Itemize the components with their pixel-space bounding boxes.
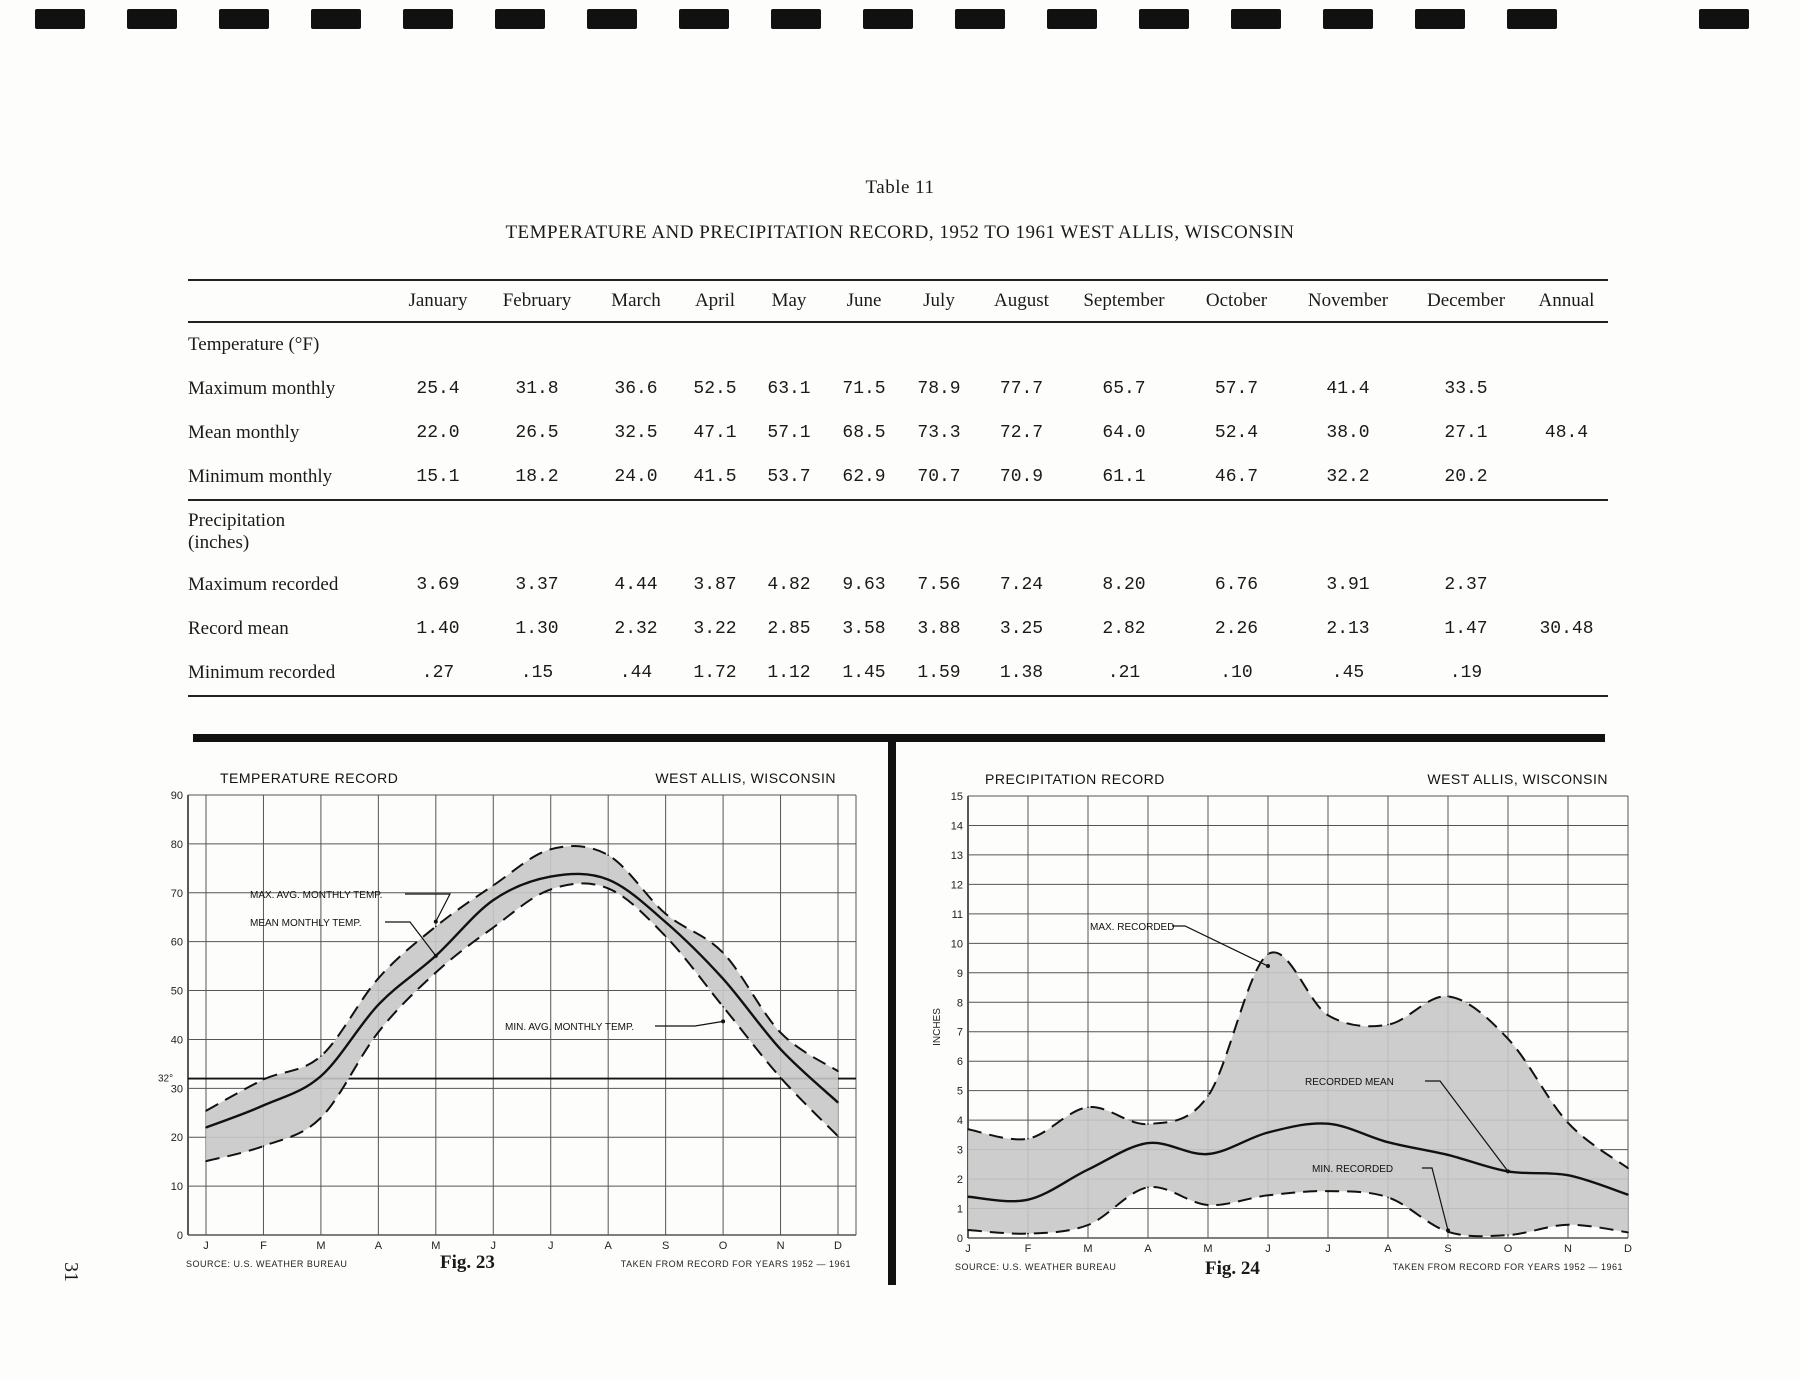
data-point (1627, 1232, 1629, 1234)
data-point (1447, 996, 1449, 998)
x-tick-label: J (965, 1243, 971, 1255)
data-point (780, 1048, 782, 1050)
table-cell: 41.5 (693, 467, 737, 487)
table-cell: 3.58 (842, 619, 886, 639)
leader-arrow-head (1506, 1169, 1510, 1173)
chart-note: TAKEN FROM RECORD FOR YEARS 1952 — 1961 (620, 1259, 851, 1269)
horizontal-rule (193, 734, 1605, 742)
x-tick-label: A (1144, 1243, 1152, 1255)
table-cell: 25.4 (416, 379, 460, 399)
section-label-temperature: Temperature (°F) (188, 334, 320, 355)
data-point (1267, 1194, 1269, 1196)
y-tick-label: 0 (176, 1230, 183, 1242)
x-tick-label: J (1325, 1243, 1331, 1255)
y-tick-label: 60 (170, 936, 183, 949)
table-number: Table 11 (865, 177, 935, 198)
table-row (188, 411, 1608, 455)
data-point (378, 1031, 380, 1033)
x-tick-label: J (1265, 1243, 1271, 1255)
table-cell: 48.4 (1544, 423, 1589, 443)
header-cell: August (979, 280, 1064, 322)
data-point (780, 1032, 782, 1034)
y-tick-label: 14 (950, 820, 963, 833)
table-cell: 3.37 (515, 575, 559, 595)
data-point (1507, 1038, 1509, 1040)
table-cell: 1.30 (515, 619, 559, 639)
leader-arrow-head (1266, 964, 1270, 968)
table-cell: 62.9 (842, 467, 886, 487)
data-point (205, 1110, 207, 1112)
data-point (1627, 1194, 1629, 1196)
table-cell: 2.82 (1102, 619, 1146, 639)
data-point (1627, 1167, 1629, 1169)
table-cell: 57.7 (1214, 379, 1259, 399)
table-cell: .45 (1289, 651, 1407, 696)
series-leader-line (405, 894, 450, 922)
leader-arrow-head (721, 1019, 725, 1023)
data-point (435, 926, 437, 928)
x-tick-label: O (718, 1240, 728, 1252)
data-point (492, 885, 494, 887)
table-cell: 3.69 (416, 575, 460, 595)
section-label-line: (inches) (188, 532, 250, 553)
table-cell: 31.8 (515, 379, 559, 399)
table-cell: 1.47 (1444, 619, 1488, 639)
data-point (492, 927, 494, 929)
data-point (1207, 1153, 1209, 1155)
header-cell: March (591, 280, 681, 322)
data-point (1387, 1197, 1389, 1199)
header-cell: April (681, 280, 749, 322)
x-tick-label: M (1083, 1243, 1093, 1255)
punch-hole (495, 9, 545, 29)
x-tick-label: M (431, 1240, 441, 1252)
data-point (378, 1004, 380, 1006)
table-cell: 24.0 (614, 467, 658, 487)
data-point (780, 1077, 782, 1079)
figure-caption: Fig. 24 (1205, 1258, 1260, 1279)
data-point (320, 1075, 322, 1077)
data-point (492, 899, 494, 901)
data-point (263, 1145, 265, 1147)
chart-title: PRECIPITATION RECORD (985, 771, 1165, 787)
data-point (665, 913, 667, 915)
table-cell: 9.63 (842, 575, 886, 595)
x-tick-label: M (316, 1240, 326, 1252)
y-tick-label: 12 (950, 879, 963, 892)
data-point (607, 888, 609, 890)
leader-arrow-head (434, 920, 438, 924)
data-point (607, 879, 609, 881)
data-point (1387, 1024, 1389, 1026)
table-cell (1525, 367, 1608, 411)
data-point (1087, 1169, 1089, 1171)
table-cell: 64.0 (1102, 423, 1146, 443)
table-cell: 7.56 (917, 575, 961, 595)
table-cell: 53.7 (767, 467, 811, 487)
table-cell: 1.72 (681, 651, 749, 696)
table-cell: .19 (1407, 651, 1525, 696)
y-tick-label: 30 (170, 1083, 183, 1096)
x-tick-label: J (490, 1240, 497, 1252)
table-cell: 4.44 (614, 575, 658, 595)
header-cell: June (829, 280, 899, 322)
table-cell: 32.2 (1326, 467, 1370, 487)
data-point (1147, 1142, 1149, 1144)
table-row (188, 367, 1608, 411)
y-tick-label: 0 (956, 1233, 963, 1245)
data-point (1327, 1190, 1329, 1192)
reference-line-label: 32° (158, 1073, 174, 1085)
table-cell: 36.6 (614, 379, 658, 399)
data-point (550, 848, 552, 850)
row-label: Minimum monthly (188, 466, 333, 487)
data-point (1567, 1174, 1569, 1176)
header-cell: Annual (1525, 280, 1608, 322)
table-cell: 3.25 (999, 619, 1044, 639)
section-label-precipitation (188, 500, 1608, 563)
data-point (1567, 1224, 1569, 1226)
punch-hole (127, 9, 177, 29)
y-tick-label: 70 (170, 887, 183, 900)
data-point (607, 854, 609, 856)
punch-hole (1231, 9, 1281, 29)
y-tick-label: 1 (956, 1203, 963, 1216)
table-cell: .21 (1064, 651, 1184, 696)
header-cell: July (899, 280, 979, 322)
table-cell (1525, 563, 1608, 607)
punch-hole (1139, 9, 1189, 29)
y-tick-label: 9 (956, 967, 963, 980)
x-tick-label: S (1444, 1243, 1452, 1255)
y-tick-label: 5 (956, 1085, 963, 1098)
header-cell: December (1407, 280, 1525, 322)
data-point (1567, 1122, 1569, 1124)
header-cell: September (1064, 280, 1184, 322)
data-point (1027, 1199, 1029, 1201)
data-point (550, 876, 552, 878)
punch-hole (679, 9, 729, 29)
table-cell: 72.7 (999, 423, 1044, 443)
table-cell: 30.48 (1539, 619, 1594, 639)
chart-subtitle: WEST ALLIS, WISCONSIN (1427, 771, 1608, 787)
table-cell: 3.22 (693, 619, 737, 639)
series-label: MAX. AVG. MONTHLY TEMP. (250, 890, 383, 901)
y-tick-label: 80 (170, 838, 183, 851)
table-cell: 7.24 (999, 575, 1044, 595)
y-tick-label: 40 (170, 1034, 183, 1047)
vertical-rule (888, 740, 896, 1285)
table-cell: 3.87 (693, 575, 737, 595)
table-cell: 47.1 (693, 423, 737, 443)
data-point (263, 1105, 265, 1107)
table-cell: 22.0 (416, 423, 460, 443)
leader-arrow-head (1446, 1228, 1450, 1232)
data-point (967, 1229, 969, 1231)
table-cell: .15 (483, 651, 591, 696)
table-cell: 68.5 (842, 423, 886, 443)
data-point (665, 935, 667, 937)
data-point (1087, 1224, 1089, 1226)
data-point (722, 952, 724, 954)
leader-arrow-head (434, 954, 438, 958)
data-point (1207, 1204, 1209, 1206)
y-tick-label: 6 (956, 1056, 963, 1069)
y-tick-label: 50 (170, 985, 183, 998)
y-tick-label: 20 (170, 1132, 183, 1145)
table-cell: 3.88 (917, 619, 961, 639)
punch-hole (311, 9, 361, 29)
row-label: Maximum recorded (188, 574, 339, 595)
table-cell: 26.5 (515, 423, 559, 443)
table-cell: 2.13 (1326, 619, 1370, 639)
series-label: MAX. RECORDED (1090, 922, 1175, 933)
y-tick-label: 15 (950, 791, 963, 803)
data-point (1267, 1132, 1269, 1134)
row-label: Minimum recorded (188, 651, 393, 696)
y-tick-label: 13 (950, 849, 963, 862)
table-cell: 3.91 (1326, 575, 1370, 595)
punch-hole (1415, 9, 1465, 29)
x-tick-label: J (203, 1240, 209, 1252)
chart-source: SOURCE: U.S. WEATHER BUREAU (186, 1259, 348, 1269)
table-row (188, 651, 1608, 696)
header-cell: February (483, 280, 591, 322)
punch-hole (955, 9, 1005, 29)
data-point (1027, 1233, 1029, 1235)
y-tick-label: 90 (170, 790, 183, 802)
range-shaded-band (968, 952, 1628, 1236)
table-cell: 2.85 (767, 619, 811, 639)
data-point (1447, 1154, 1449, 1156)
table-cell: 18.2 (515, 467, 559, 487)
x-tick-label: D (1624, 1243, 1632, 1255)
x-tick-label: F (1024, 1243, 1032, 1255)
table-cell: 32.5 (614, 423, 658, 443)
x-tick-label: A (374, 1240, 383, 1252)
table-cell: 2.37 (1444, 575, 1488, 595)
punch-hole (219, 9, 269, 29)
table-cell: 57.1 (767, 423, 811, 443)
x-tick-label: M (1203, 1243, 1213, 1255)
header-cell: October (1184, 280, 1289, 322)
punch-hole (403, 9, 453, 29)
x-tick-label: J (547, 1240, 554, 1252)
series-label: RECORDED MEAN (1305, 1077, 1394, 1088)
row-label: Record mean (188, 618, 289, 639)
y-axis-label: INCHES (932, 1008, 943, 1046)
y-tick-label: 10 (950, 938, 963, 951)
table-cell: 1.40 (416, 619, 460, 639)
data-point (320, 1117, 322, 1119)
table-cell: 41.4 (1326, 379, 1370, 399)
punch-hole (1699, 9, 1749, 29)
punch-hole (587, 9, 637, 29)
table-cell: 65.7 (1102, 379, 1146, 399)
chart-title: TEMPERATURE RECORD (220, 770, 399, 786)
table-cell: .10 (1184, 651, 1289, 696)
table-cell: 1.45 (829, 651, 899, 696)
table-cell: 38.0 (1326, 423, 1370, 443)
data-point (1147, 1187, 1149, 1189)
data-point (967, 1128, 969, 1130)
x-tick-label: D (834, 1240, 842, 1252)
data-point (378, 978, 380, 980)
header-cell: May (749, 280, 829, 322)
punch-hole (35, 9, 85, 29)
table-cell: 2.26 (1214, 619, 1259, 639)
table-cell: 8.20 (1102, 575, 1146, 595)
table-cell: 70.9 (999, 467, 1044, 487)
figure-caption: Fig. 23 (440, 1252, 495, 1273)
data-point (205, 1127, 207, 1129)
table-cell: 70.7 (917, 467, 961, 487)
y-tick-label: 4 (956, 1115, 963, 1128)
y-tick-label: 2 (956, 1174, 963, 1187)
temperature-precipitation-table (188, 279, 1608, 697)
table-row (188, 607, 1608, 651)
data-point (1387, 1141, 1389, 1143)
series-label: MIN. AVG. MONTHLY TEMP. (505, 1022, 635, 1033)
data-point (1507, 1234, 1509, 1236)
table-title: TEMPERATURE AND PRECIPITATION RECORD, 1952 TO 1961 WEST ALLIS, WISCONSIN (505, 222, 1295, 243)
data-point (1267, 953, 1269, 955)
data-point (1207, 1095, 1209, 1097)
y-tick-label: 3 (956, 1144, 963, 1157)
row-label: Maximum monthly (188, 378, 336, 399)
x-tick-label: N (776, 1240, 785, 1252)
table-header-row (188, 280, 1608, 322)
temperature-record-chart (150, 762, 851, 1297)
table-cell: 73.3 (917, 423, 961, 443)
data-point (320, 1055, 322, 1057)
table-row (188, 563, 1608, 607)
table-cell: 15.1 (416, 467, 460, 487)
table-cell: 1.12 (749, 651, 829, 696)
table-cell: 20.2 (1444, 467, 1488, 487)
table-cell: .27 (393, 651, 483, 696)
y-tick-label: 8 (956, 997, 963, 1010)
data-point (722, 1006, 724, 1008)
table-row (188, 455, 1608, 500)
chart-note: TAKEN FROM RECORD FOR YEARS 1952 — 1961 (1392, 1262, 1623, 1272)
table-cell: 6.76 (1214, 575, 1259, 595)
y-tick-label: 11 (951, 908, 963, 921)
table-cell: 78.9 (917, 379, 961, 399)
x-tick-label: O (1503, 1243, 1513, 1255)
x-tick-label: F (260, 1240, 267, 1252)
table-cell: 27.1 (1444, 423, 1488, 443)
table-cell (1525, 455, 1608, 500)
data-point (1147, 1123, 1149, 1125)
punch-hole (771, 9, 821, 29)
x-tick-label: A (1384, 1243, 1392, 1255)
series-label: MEAN MONTHLY TEMP. (250, 918, 362, 929)
table-cell: 63.1 (767, 379, 811, 399)
data-point (665, 921, 667, 923)
punch-hole (1323, 9, 1373, 29)
precipitation-record-chart (910, 762, 1630, 1297)
header-cell: November (1289, 280, 1407, 322)
data-point (722, 978, 724, 980)
data-point (837, 1070, 839, 1072)
data-point (837, 1135, 839, 1137)
data-point (1087, 1106, 1089, 1108)
x-tick-label: A (604, 1240, 612, 1252)
header-cell (188, 280, 393, 322)
table-cell: 1.38 (979, 651, 1064, 696)
table-cell: 61.1 (1102, 467, 1146, 487)
section-label-line: Precipitation (188, 510, 286, 531)
table-cell: 2.32 (614, 619, 658, 639)
table-cell: 4.82 (767, 575, 811, 595)
header-cell: January (393, 280, 483, 322)
chart-subtitle: WEST ALLIS, WISCONSIN (655, 770, 836, 786)
series-label: MIN. RECORDED (1312, 1164, 1394, 1175)
table-cell: 77.7 (999, 379, 1044, 399)
section-row (188, 500, 1608, 563)
data-point (435, 972, 437, 974)
x-tick-label: S (661, 1240, 670, 1252)
y-tick-label: 10 (170, 1181, 183, 1194)
data-point (837, 1102, 839, 1104)
table-cell: 71.5 (842, 379, 886, 399)
series-leader-line (1172, 926, 1268, 966)
punch-hole (1047, 9, 1097, 29)
data-point (205, 1160, 207, 1162)
data-point (550, 889, 552, 891)
punch-hole (1507, 9, 1557, 29)
data-point (1027, 1138, 1029, 1140)
table-cell: 46.7 (1214, 467, 1259, 487)
table-cell: 52.4 (1214, 423, 1259, 443)
page-number: 31 (60, 1262, 82, 1282)
punch-hole (863, 9, 913, 29)
table-cell: 52.5 (693, 379, 737, 399)
y-tick-label: 7 (956, 1026, 963, 1039)
data-point (1327, 1014, 1329, 1016)
data-point (967, 1196, 969, 1198)
x-tick-label: N (1564, 1243, 1572, 1255)
data-point (1327, 1123, 1329, 1125)
table-cell: .44 (591, 651, 681, 696)
table-cell (1525, 651, 1608, 696)
section-row (188, 322, 1608, 367)
row-label: Mean monthly (188, 422, 300, 443)
table-cell: 33.5 (1444, 379, 1488, 399)
data-point (263, 1079, 265, 1081)
table-cell: 1.59 (899, 651, 979, 696)
chart-source: SOURCE: U.S. WEATHER BUREAU (955, 1262, 1117, 1272)
